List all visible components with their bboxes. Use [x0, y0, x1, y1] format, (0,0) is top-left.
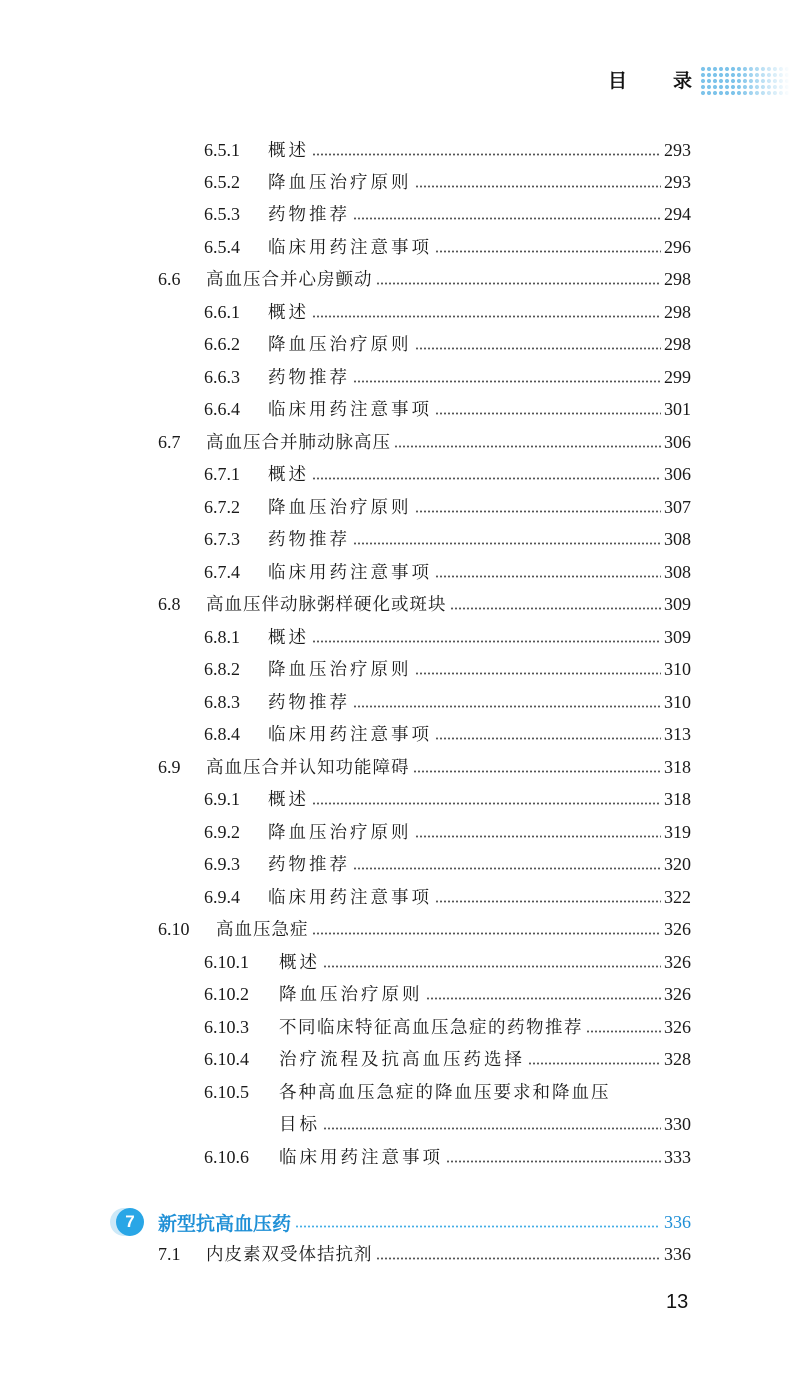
dot-leader: [435, 575, 661, 578]
toc-title: 高血压急症: [216, 920, 309, 940]
toc-number: 6.10.5: [204, 1082, 249, 1102]
toc-page: 318: [664, 757, 691, 777]
dot-leader: [446, 1160, 661, 1163]
chapter-heading[interactable]: [116, 1207, 691, 1237]
toc-number: 6.6: [158, 269, 181, 289]
toc-title: 概述: [268, 303, 309, 323]
toc-entry[interactable]: [204, 296, 691, 328]
toc-entry[interactable]: [204, 361, 691, 393]
chapter-title: 新型抗高血压药: [158, 1212, 292, 1235]
toc-section-entry[interactable]: [158, 588, 691, 620]
toc-title: 内皮素双受体拮抗剂: [206, 1245, 373, 1265]
dot-leader: [312, 802, 661, 805]
dot-leader: [415, 672, 662, 675]
dot-leader: [312, 640, 661, 643]
dot-leader: [415, 185, 662, 188]
toc-number: 6.8.3: [204, 692, 240, 712]
dot-leader: [450, 607, 662, 610]
toc-entry[interactable]: [204, 621, 691, 653]
dot-leader: [435, 412, 661, 415]
toc-page: 298: [664, 302, 691, 322]
toc-title: 高血压合并心房颤动: [206, 270, 373, 290]
toc-number: 6.10.6: [204, 1147, 249, 1167]
toc-page: 299: [664, 367, 691, 387]
toc-title: 降血压治疗原则: [268, 823, 412, 843]
toc-number: 6.8.2: [204, 659, 240, 679]
toc-number: 7.1: [158, 1244, 181, 1264]
page-number: 13: [666, 1291, 689, 1313]
toc-number: 6.8.1: [204, 627, 240, 647]
dot-leader: [376, 1257, 662, 1260]
toc-entry[interactable]: [204, 978, 691, 1010]
toc-page: 328: [664, 1049, 691, 1069]
chapter-number-badge: 7: [116, 1208, 144, 1236]
toc-number: 6.9.2: [204, 822, 240, 842]
toc-title: 概述: [268, 628, 309, 648]
toc-title: 药物推荐: [268, 693, 350, 713]
toc-section-entry[interactable]: [158, 913, 691, 945]
toc-title: 药物推荐: [268, 368, 350, 388]
toc-number: 6.9: [158, 757, 181, 777]
toc-page: 308: [664, 529, 691, 549]
dot-leader: [415, 510, 662, 513]
toc-title: 降血压治疗原则: [268, 498, 412, 518]
toc-title: 降血压治疗原则: [268, 173, 412, 193]
toc-page: 326: [664, 984, 691, 1004]
dot-leader: [528, 1062, 661, 1065]
toc-number: 6.9.4: [204, 887, 240, 907]
toc-title: 降血压治疗原则: [279, 985, 423, 1005]
toc-title: 降血压治疗原则: [268, 660, 412, 680]
toc-page: 306: [664, 432, 691, 452]
toc-page: 306: [664, 464, 691, 484]
toc-number: 6.10.1: [204, 952, 249, 972]
toc-page: 313: [664, 724, 691, 744]
toc-number: 6.6.4: [204, 399, 240, 419]
toc-title: 概述: [268, 790, 309, 810]
dot-leader: [415, 835, 662, 838]
dot-leader: [312, 153, 661, 156]
toc-page: 330: [664, 1114, 691, 1134]
toc-page: 320: [664, 854, 691, 874]
toc-entry[interactable]: [204, 166, 691, 198]
toc-entry[interactable]: [204, 134, 691, 166]
dot-leader: [394, 445, 661, 448]
toc-entry[interactable]: [204, 718, 691, 750]
toc-number: 6.10.3: [204, 1017, 249, 1037]
toc-title: 高血压合并肺动脉高压: [206, 433, 391, 453]
toc-entry[interactable]: [204, 198, 691, 230]
dot-leader: [312, 315, 661, 318]
toc-entry[interactable]: [204, 491, 691, 523]
dot-leader: [435, 737, 661, 740]
toc-page: 293: [664, 140, 691, 160]
toc-number: 6.10: [158, 919, 190, 939]
toc-page: 309: [664, 627, 691, 647]
toc-number: 6.9.3: [204, 854, 240, 874]
toc-title: 概述: [279, 953, 320, 973]
toc-page: 318: [664, 789, 691, 809]
toc-entry[interactable]: [204, 328, 691, 360]
toc-page: 326: [664, 919, 691, 939]
toc-section-entry[interactable]: [158, 426, 691, 458]
toc-entry[interactable]: [204, 458, 691, 490]
dot-leader: [413, 770, 662, 773]
toc-number: 6.6.3: [204, 367, 240, 387]
toc-entry[interactable]: [204, 881, 691, 913]
toc-title: 概述: [268, 465, 309, 485]
toc-title: 各种高血压急症的降血压要求和降血压: [279, 1083, 611, 1103]
toc-number: 6.7: [158, 432, 181, 452]
toc-page: 319: [664, 822, 691, 842]
toc-entry-multiline[interactable]: [204, 1076, 691, 1108]
toc-page: 310: [664, 692, 691, 712]
toc-title: 高血压合并认知功能障碍: [206, 758, 410, 778]
toc-page: 333: [664, 1147, 691, 1167]
dot-leader: [353, 380, 661, 383]
dot-leader: [323, 1127, 661, 1130]
dot-leader: [312, 477, 661, 480]
dot-leader: [586, 1030, 661, 1033]
toc-page: 298: [664, 269, 691, 289]
dot-leader: [353, 867, 661, 870]
toc-page: 308: [664, 562, 691, 582]
toc-number: 6.7.2: [204, 497, 240, 517]
toc-entry[interactable]: [204, 686, 691, 718]
dot-leader: [435, 250, 661, 253]
dot-leader: [323, 965, 661, 968]
toc-page: 322: [664, 887, 691, 907]
dot-leader: [312, 932, 662, 935]
toc-number: 6.7.3: [204, 529, 240, 549]
toc-title: 治疗流程及抗高血压药选择: [279, 1050, 525, 1070]
toc-entry[interactable]: [204, 393, 691, 425]
toc-entry[interactable]: [204, 556, 691, 588]
toc-number: 6.6.1: [204, 302, 240, 322]
toc-section-entry[interactable]: [158, 751, 691, 783]
toc-number: 6.5.2: [204, 172, 240, 192]
toc-entry-continuation[interactable]: [204, 1108, 691, 1140]
toc-title: 高血压伴动脉粥样硬化或斑块: [206, 595, 447, 615]
toc-page: 309: [664, 594, 691, 614]
toc-number: 6.10.2: [204, 984, 249, 1004]
toc-title: 临床用药注意事项: [268, 238, 432, 258]
dot-leader: [435, 900, 661, 903]
dot-leader: [353, 542, 661, 545]
toc-number: 6.5.1: [204, 140, 240, 160]
toc-entry[interactable]: [204, 946, 691, 978]
dot-leader: [353, 705, 661, 708]
toc-page: 296: [664, 237, 691, 257]
dot-leader: [376, 282, 662, 285]
toc-title: 不同临床特征高血压急症的药物推荐: [279, 1018, 583, 1038]
toc-entry[interactable]: [204, 816, 691, 848]
toc-title: 药物推荐: [268, 205, 350, 225]
toc-page: 310: [664, 659, 691, 679]
toc-page: 326: [664, 952, 691, 972]
toc-section-entry[interactable]: [158, 263, 691, 295]
toc-title: 临床用药注意事项: [268, 400, 432, 420]
toc-title: 概述: [268, 141, 309, 161]
toc-title: 临床用药注意事项: [268, 725, 432, 745]
toc-page: 298: [664, 334, 691, 354]
toc-title: 药物推荐: [268, 530, 350, 550]
dot-leader: [426, 997, 662, 1000]
toc-title: 临床用药注意事项: [268, 888, 432, 908]
toc-page: 307: [664, 497, 691, 517]
toc-entry[interactable]: [204, 231, 691, 263]
toc-title: 临床用药注意事项: [279, 1148, 443, 1168]
toc-number: 6.7.4: [204, 562, 240, 582]
chapter-page: 336: [664, 1211, 691, 1232]
toc-number: 6.9.1: [204, 789, 240, 809]
toc-number: 6.8: [158, 594, 181, 614]
toc-section-entry[interactable]: [158, 1238, 691, 1270]
toc-title-continuation: 目标: [279, 1115, 320, 1135]
toc-number: 6.7.1: [204, 464, 240, 484]
header-char-1: 目: [608, 70, 628, 92]
toc-number: 6.5.3: [204, 204, 240, 224]
dot-leader: [295, 1225, 660, 1228]
toc-page: 294: [664, 204, 691, 224]
toc-number: 6.8.4: [204, 724, 240, 744]
toc-page: 336: [664, 1244, 691, 1264]
dot-leader: [415, 347, 662, 350]
toc-entry[interactable]: [204, 1141, 691, 1173]
toc-page: 301: [664, 399, 691, 419]
header-char-2: 录: [672, 70, 692, 92]
toc-title: 药物推荐: [268, 855, 350, 875]
toc-entry[interactable]: [204, 653, 691, 685]
toc-entry[interactable]: [204, 1043, 691, 1075]
toc-entry[interactable]: [204, 523, 691, 555]
toc-number: 6.6.2: [204, 334, 240, 354]
toc-number: 6.10.4: [204, 1049, 249, 1069]
toc-page: 326: [664, 1017, 691, 1037]
toc-page: 293: [664, 172, 691, 192]
toc-number: 6.5.4: [204, 237, 240, 257]
toc-entry[interactable]: [204, 848, 691, 880]
toc-title: 降血压治疗原则: [268, 335, 412, 355]
toc-title: 临床用药注意事项: [268, 563, 432, 583]
toc-entry[interactable]: [204, 783, 691, 815]
toc-entry[interactable]: [204, 1011, 691, 1043]
dot-leader: [353, 217, 661, 220]
